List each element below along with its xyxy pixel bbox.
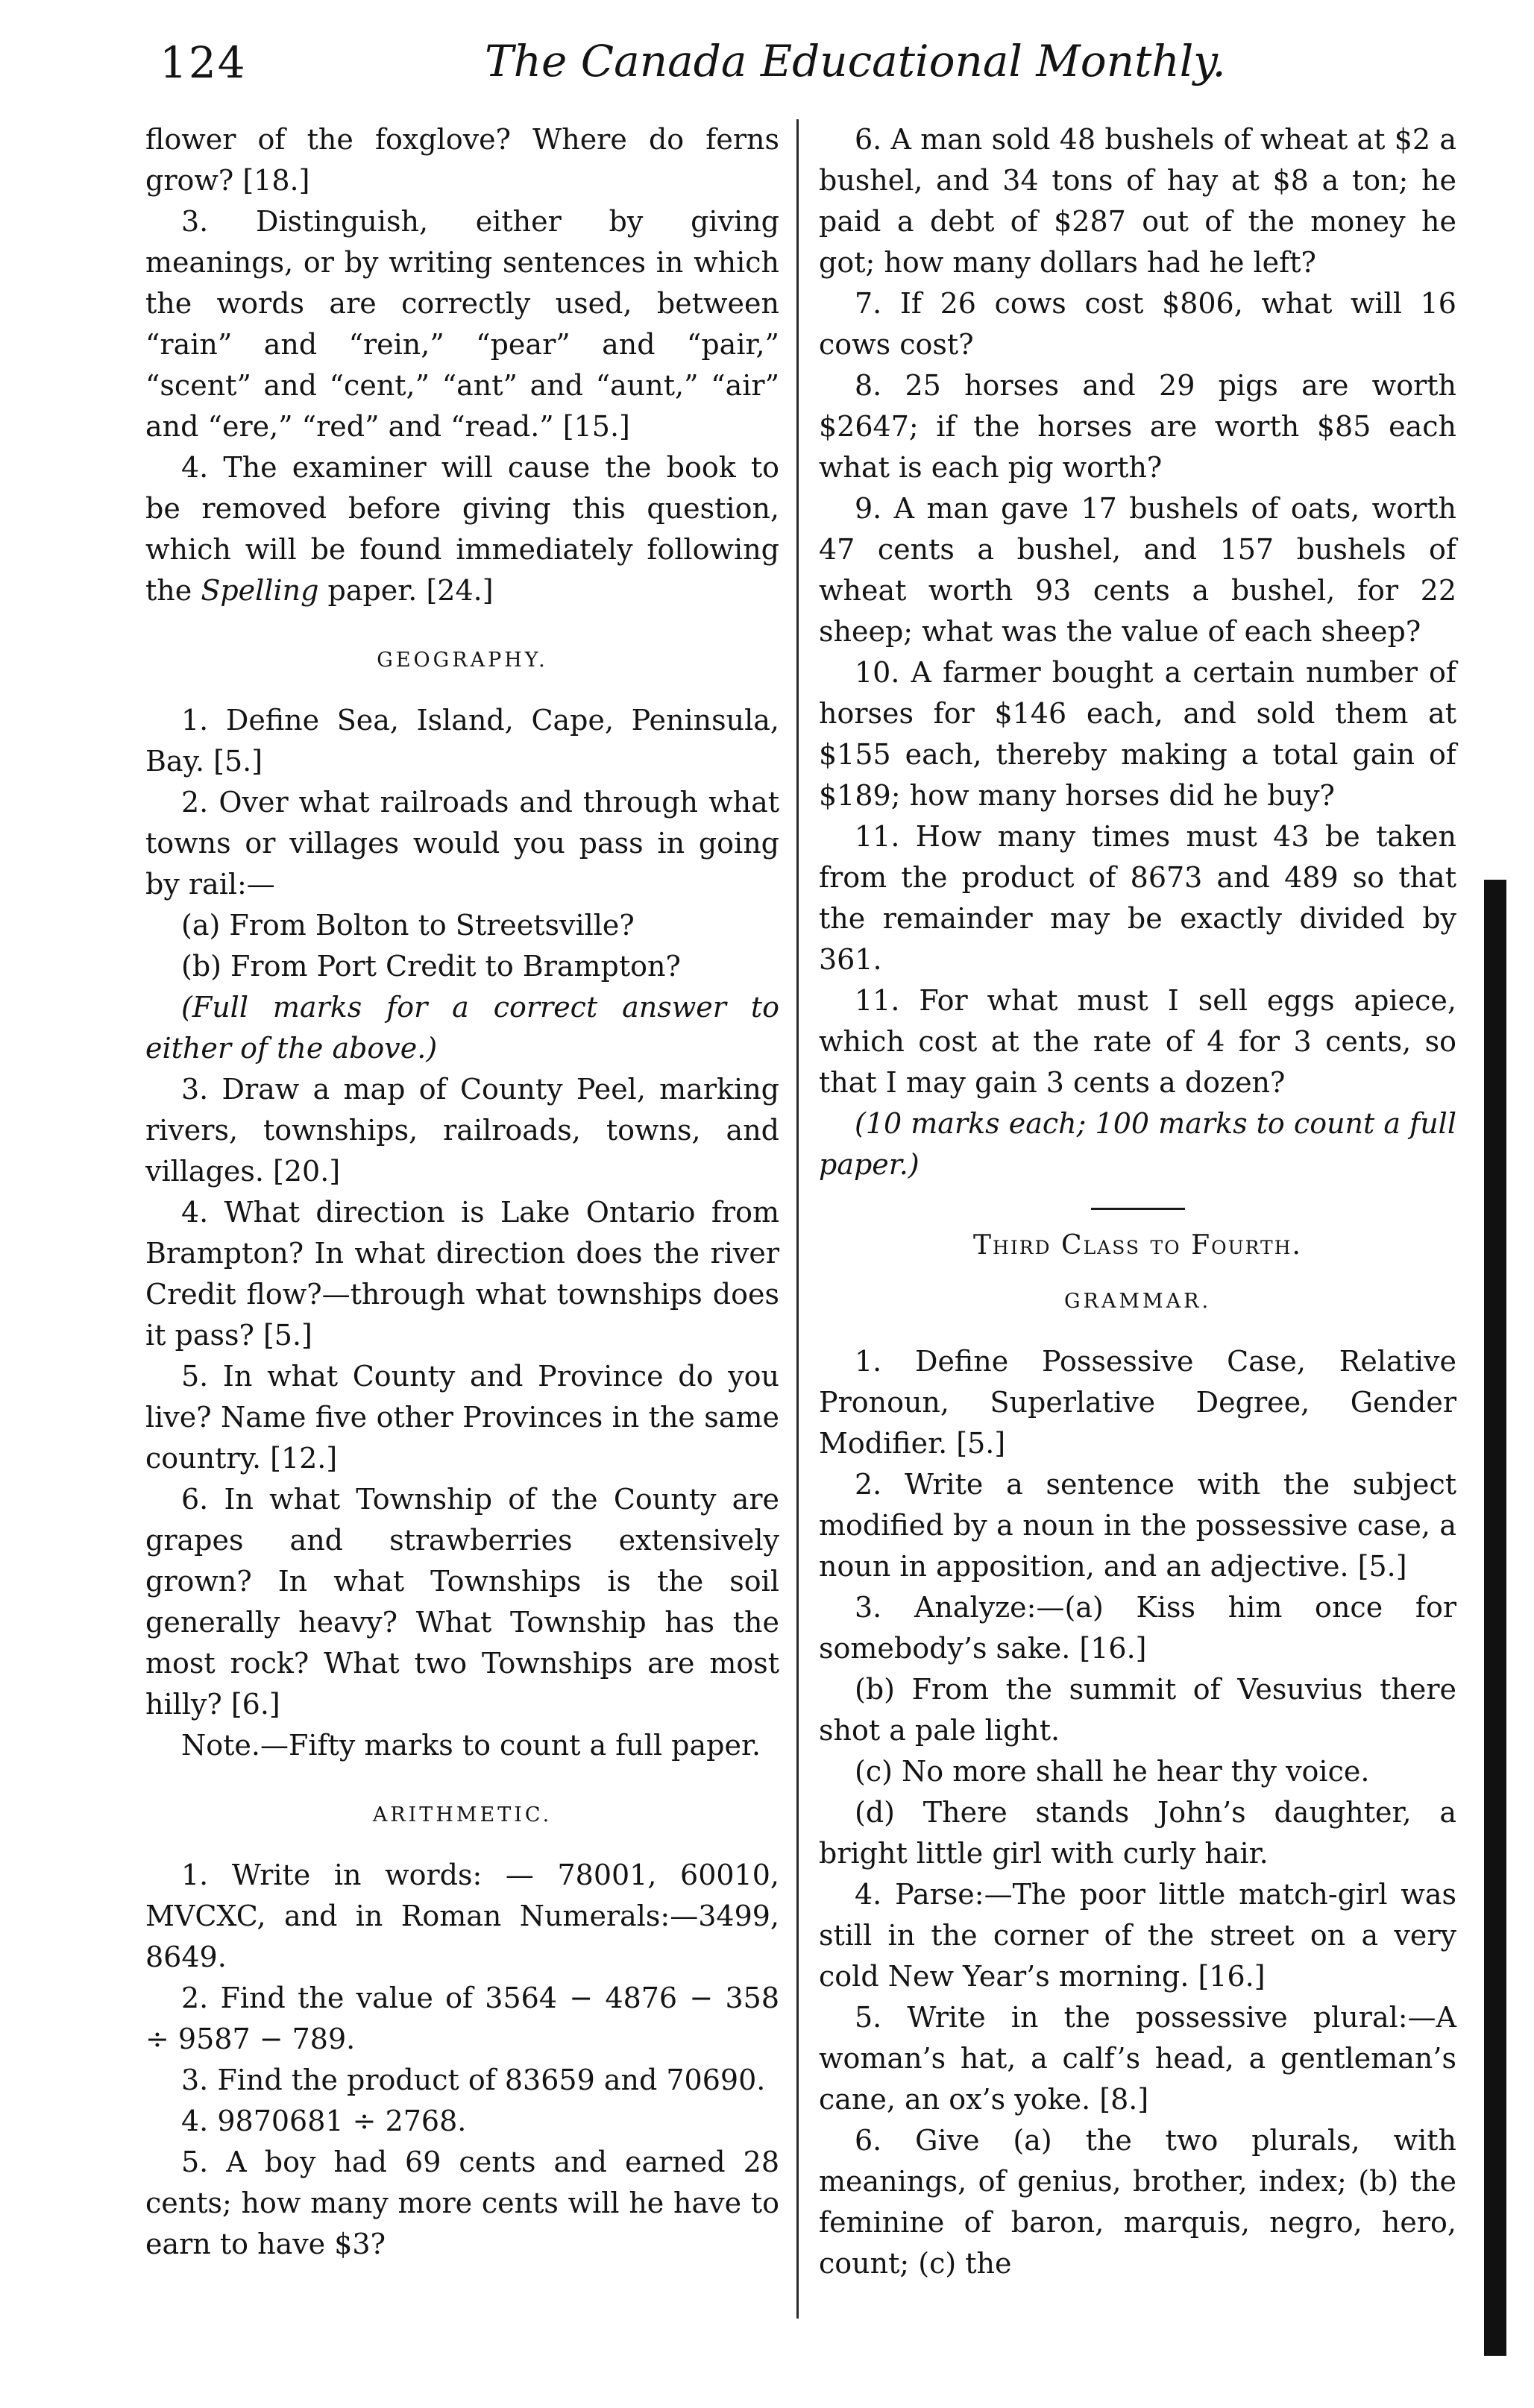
question-4-end: paper. [24.] [318,574,494,607]
question-4 [145,447,779,611]
geography-question-4: 4. What direction is Lake Ontario from Brampton? In what direction does the river Credit flow?—through what townships does it pass? [5.] [145,1196,779,1352]
grammar-question-6: 6. Give (a) the two plurals, with meanings, of genius, brother, index; (b) the feminine of baron, marquis, negro, hero, count; (c) the [819,2124,1456,2280]
arithmetic-question-2: 2. Find the value of 3564 − 4876 − 358 ÷ 9587 − 789. [145,1982,779,2055]
arithmetic-question-3: 3. Find the product of 83659 and 70690. [181,2064,766,2096]
running-title: The Canada Educational Monthly. [485,36,1226,86]
geography-question-2-note: (Full marks for a correct answer to either of the above.) [145,991,779,1065]
question-4-italic: Spelling [201,574,319,607]
arithmetic-question-10: 10. A farmer bought a certain number of horses for $146 each, and sold them at $155 each, thereby making a total gain of $189; how many horses did he buy? [819,656,1456,812]
arithmetic-question-6: 6. A man sold 48 bushels of wheat at $2 a bushel, and 34 tons of hay at $8 a ton; he paid a debt of $287 out of the money he got; how many dollars had he left? [819,123,1456,279]
arithmetic-question-11a: 11. How many times must 43 be taken from the product of 8673 and 489 so that the remainder may be exactly divided by 361. [819,820,1456,976]
continuation-paragraph: flower of the foxglove? Where do ferns grow? [18.] [145,123,779,197]
left-column [145,119,779,2265]
arithmetic-question-1: 1. Write in words: — 78001, 60010, MVCXC, and in Roman Numerals:—3499, 8649. [145,1859,779,1973]
grammar-question-1: 1. Define Possessive Case, Relative Pronoun, Superlative Degree, Gender Modifier. [5.] [819,1345,1456,1460]
grammar-question-3c: (c) No more shall he hear thy voice. [855,1755,1370,1788]
arithmetic-question-4: 4. 9870681 ÷ 2768. [181,2105,467,2137]
geography-question-2: 2. Over what railroads and through what towns or villages would you pass in going by rail:— [145,786,779,901]
geography-question-5: 5. In what County and Province do you live? Name five other Provinces in the same country. [12.] [145,1360,779,1475]
grammar-question-5: 5. Write in the possessive plural:—A woman’s hat, a calf’s head, a gentleman’s cane, an ox’s yoke. [8.] [819,2001,1456,2116]
geography-heading: GEOGRAPHY. [377,649,548,672]
section-rule [1091,1208,1185,1210]
arithmetic-question-8: 8. 25 horses and 29 pigs are worth $2647; if the horses are worth $85 each what is each pig worth? [819,369,1456,484]
grammar-question-3a: 3. Analyze:—(a) Kiss him once for somebody’s sake. [16.] [819,1591,1456,1665]
column-divider [796,119,799,2319]
grammar-heading: GRAMMAR. [1063,1290,1212,1313]
arithmetic-question-9: 9. A man gave 17 bushels of oats, worth 47 cents a bushel, and 157 bushels of wheat worth 93 cents a bushel, for 22 sheep; what was the value of each sheep? [819,492,1456,648]
page-number: 124 [160,37,247,88]
grammar-question-3b: (b) From the summit of Vesuvius there shot a pale light. [819,1673,1456,1747]
geography-question-3: 3. Draw a map of County Peel, marking rivers, townships, railroads, towns, and villages. [20.] [145,1073,779,1188]
arithmetic-note: (10 marks each; 100 marks to count a full paper.) [819,1107,1456,1181]
arithmetic-heading: ARITHMETIC. [372,1803,553,1827]
arithmetic-question-7: 7. If 26 cows cost $806, what will 16 cows cost? [819,287,1456,361]
arithmetic-question-5: 5. A boy had 69 cents and earned 28 cents; how many more cents will he have to earn to have $3? [145,2146,779,2260]
question-4-text: 4. The examiner will cause the book to be removed before giving this question, which will be found immediately following the [145,451,779,607]
geography-question-2a: (a) From Bolton to Streetsville? [181,909,635,942]
grammar-question-3d: (d) There stands John’s daughter, a bright little girl with curly hair. [819,1796,1456,1870]
geography-question-2b: (b) From Port Credit to Brampton? [181,950,681,983]
page-edge-bar [1484,880,1506,2356]
grammar-question-2: 2. Write a sentence with the subject modified by a noun in the possessive case, a noun in apposition, and an adjective. [5.] [819,1468,1456,1583]
geography-question-6: 6. In what Township of the County are grapes and strawberries extensively grown? In what Townships is the soil generally heavy? What Township has the most rock? What two Townships are most hilly? [6.] [145,1483,779,1721]
grammar-question-4: 4. Parse:—The poor little match-girl was still in the corner of the street on a very cold New Year’s morning. [16.] [819,1878,1456,1993]
arithmetic-question-11b: 11. For what must I sell eggs apiece, which cost at the rate of 4 for 3 cents, so that I may gain 3 cents a dozen? [819,984,1456,1099]
question-3: 3. Distinguish, either by giving meanings, or by writing sentences in which the words are correctly used, between “rain” and “rein,” “pear” and “pair,” “scent” and “cent,” “ant” and “aunt,” “air” and “ere,” “red” and “read.” [15.] [145,205,779,443]
geography-note: Note.—Fifty marks to count a full paper. [181,1729,761,1762]
geography-question-1: 1. Define Sea, Island, Cape, Peninsula, Bay. [5.] [145,704,779,778]
class-heading: Third Class to Fourth. [973,1230,1302,1261]
right-column [819,119,1456,2284]
